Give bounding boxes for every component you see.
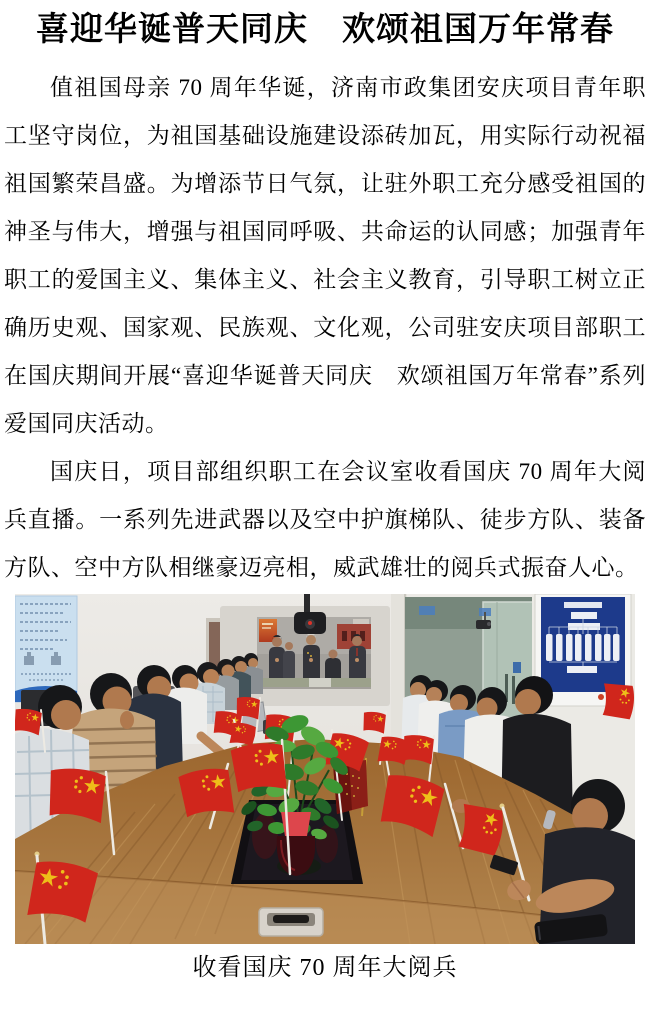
article-photo [15,594,635,983]
paragraph-1: 值祖国母亲 70 周年华诞，济南市政集团安庆项目青年职工坚守岗位，为祖国基础设施建设添砖加瓦，用实际行动祝福祖国繁荣昌盛。为增添节日气氛，让驻外职工充分感受祖国的神圣与伟大，增强与祖国同呼吸、共命运的认同感；加强青年职工的爱国主义、集体主义、社会主义教育，引导职工树立正确历史观、国家观、民族观、文化观，公司驻安庆项目部职工在国庆期间开展“喜迎华诞普天同庆 欢颂祖国万年常春”系列爱国同庆活动。 [4,75,646,436]
photo-caption: 收看国庆 70 周年大阅兵 [192,955,458,981]
article-title: 喜迎华诞普天同庆 欢颂祖国万年常春 [36,12,614,48]
article-body [0,64,650,592]
paragraph-2: 国庆日，项目部组织职工在会议室收看国庆 70 周年大阅兵直播。一系列先进武器以及空中护旗梯队、徒步方队、装备方队、空中方队相继豪迈亮相，威武雄壮的阅兵式振奋人心。 [4,459,646,580]
meeting-room-photo-illustration [15,594,635,944]
